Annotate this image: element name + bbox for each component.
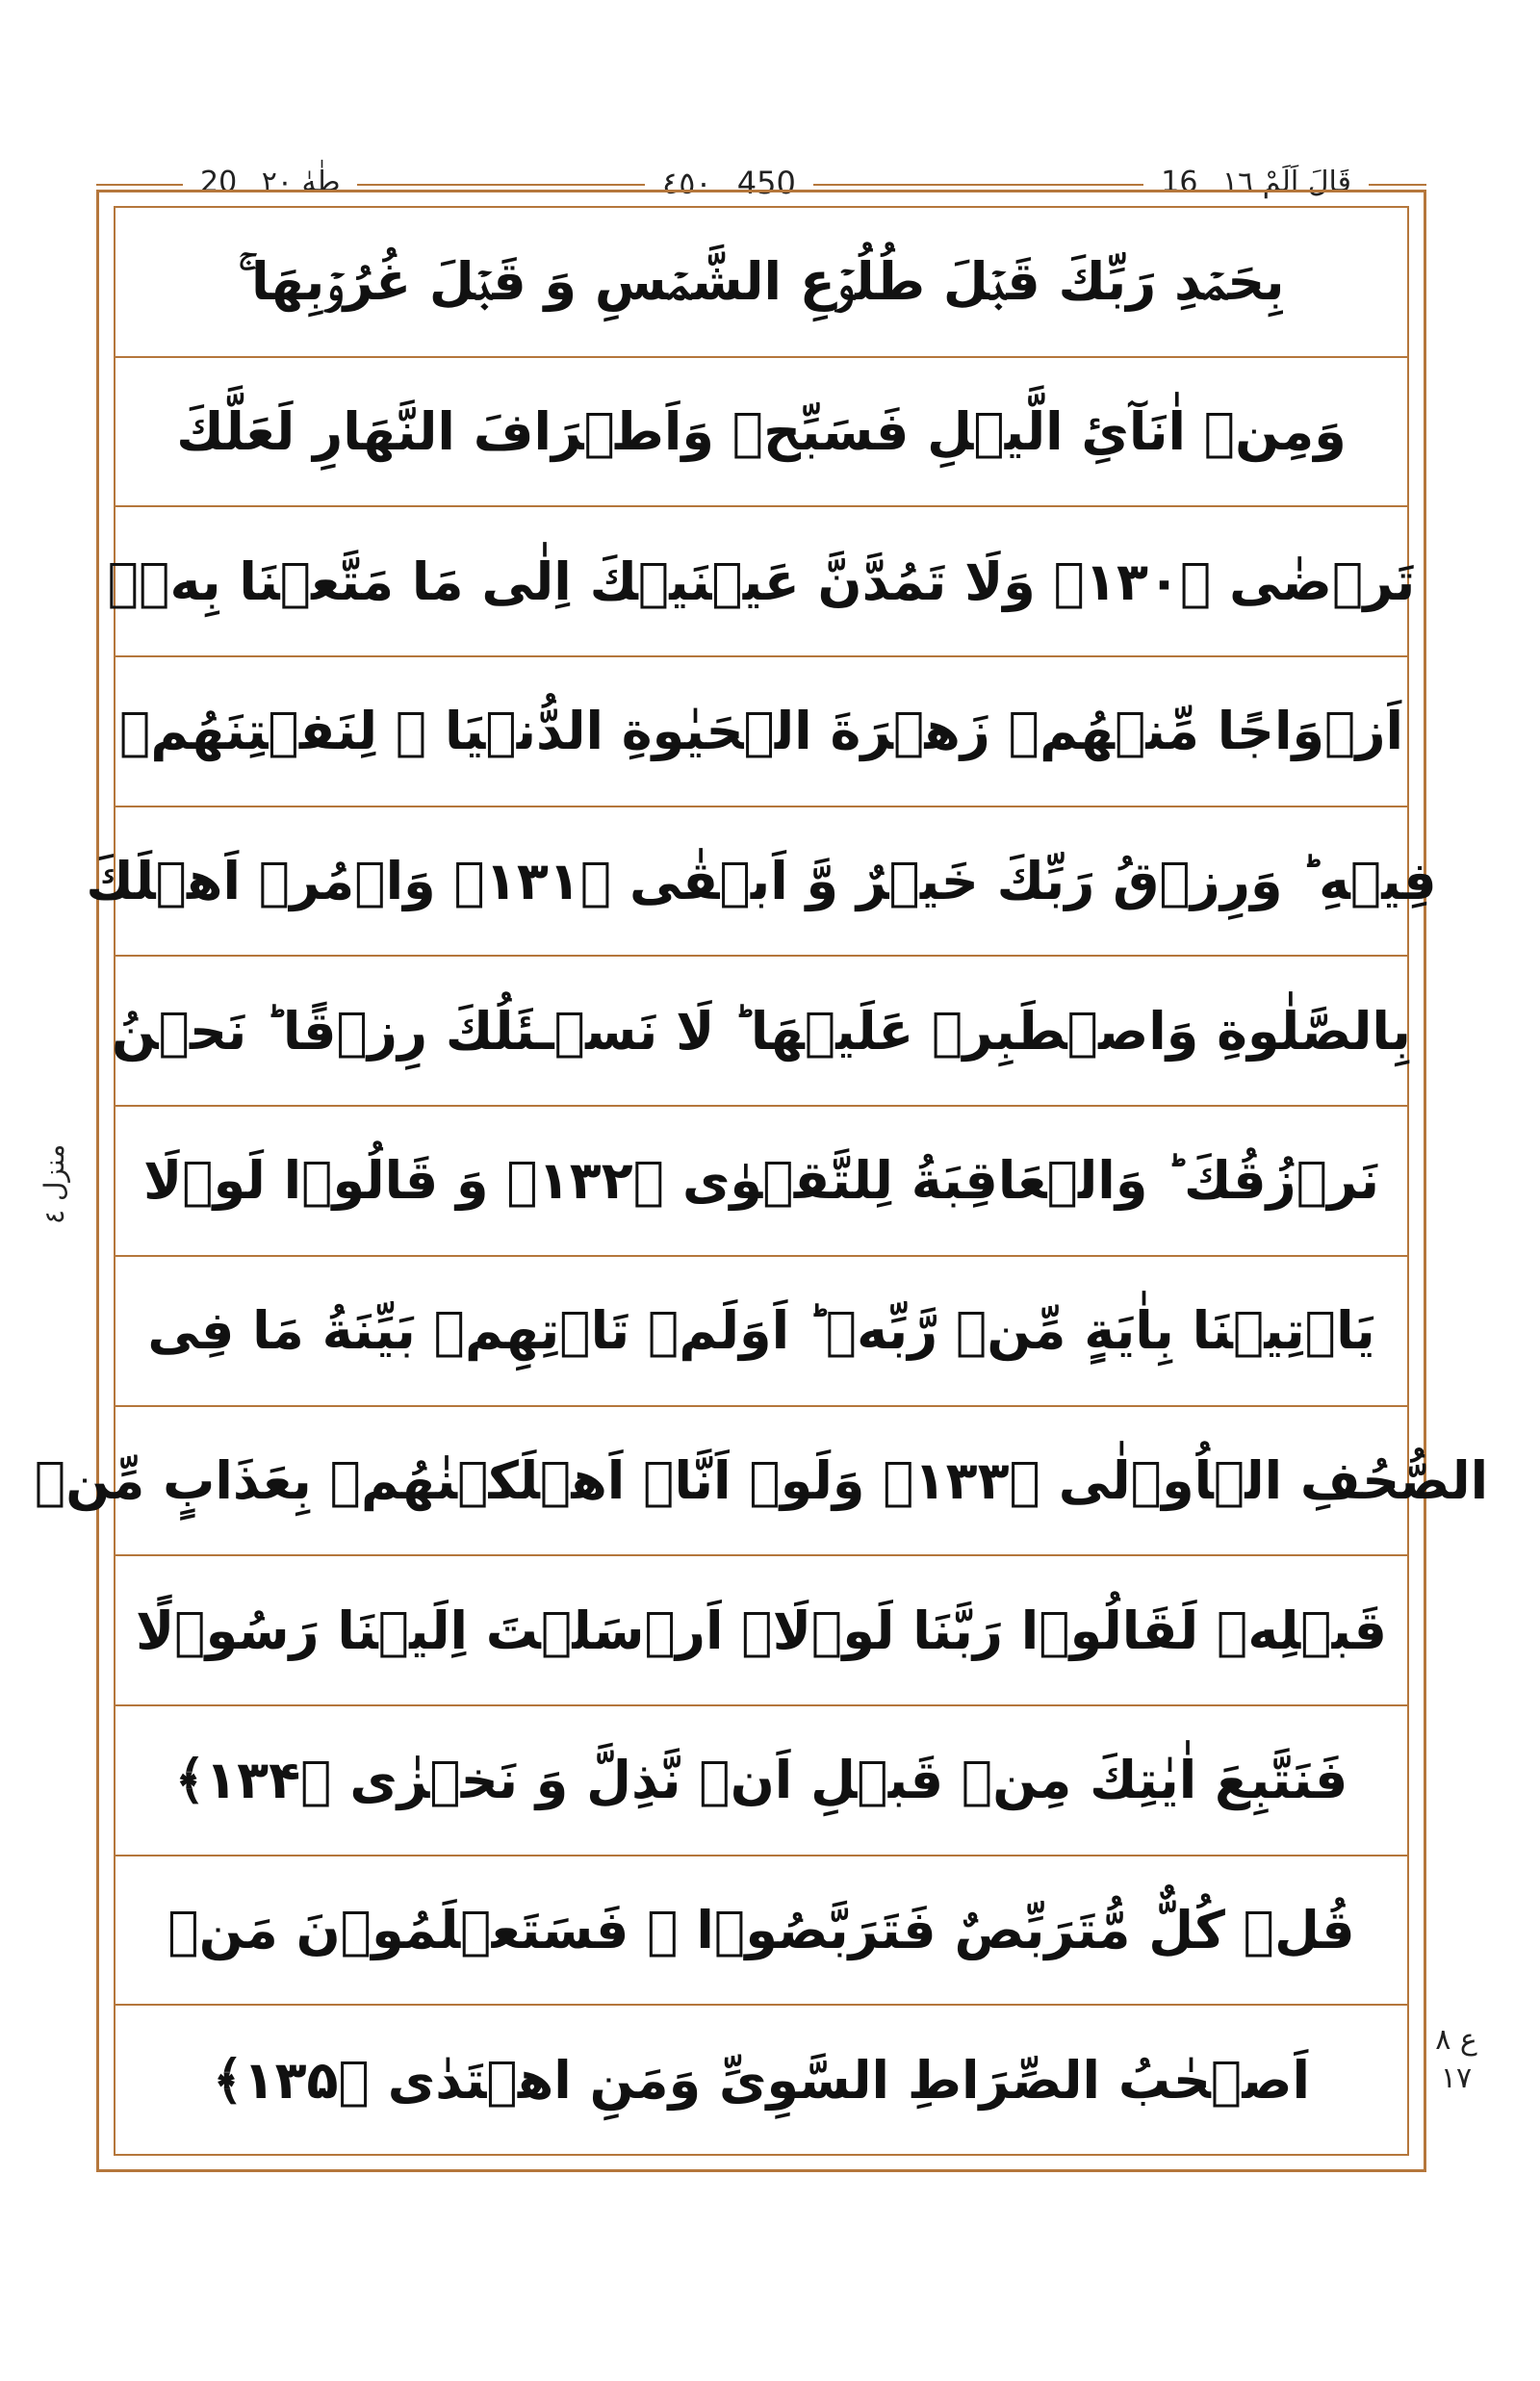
surah-number: 20 bbox=[200, 166, 238, 199]
verse-line: اَصۡحٰبُ الصِّرَاطِ السَّوِىِّ وَمَنِ اهۡتَدٰى ﴿۱۳۵﴾ bbox=[212, 2049, 1311, 2111]
verse-line: الصُّحُفِ الۡاُوۡلٰى ﴿۱۳۳﴾ وَلَوۡ اَنَّاۤ اَهۡلَكۡنٰهُمۡ بِعَذَابٍ مِّنۡ bbox=[116, 1407, 1407, 1557]
manzil-marker: منزل ٤ bbox=[38, 1143, 70, 1224]
verse-line: قُلۡ كُلٌّ مُّتَرَبِّصٌ فَتَرَبَّصُوۡا ۚ فَسَتَعۡلَمُوۡنَ مَنۡ bbox=[116, 1856, 1407, 2007]
page-number-urdu: ٤٥٠ bbox=[662, 165, 712, 201]
verse-line: اَزۡوَاجًا مِّنۡهُمۡ زَهۡرَةَ الۡحَيٰوةِ الدُّنۡيَا ۙ لِنَفۡتِنَهُمۡ bbox=[116, 657, 1407, 807]
verse-line: بِالصَّلٰوةِ وَاصۡطَبِرۡ عَلَيۡهَا ؕ لَا نَسۡـئَلُكَ رِزۡقًا ؕ نَحۡنُ bbox=[116, 957, 1407, 1107]
verse-line: نَرۡزُقُكَ ؕ وَالۡعَاقِبَةُ لِلتَّقۡوٰى ﴿۱۳۲﴾ وَ قَالُوۡا لَوۡلَا bbox=[116, 1107, 1407, 1257]
surah-name-urdu: طٰهٰ ٢٠ bbox=[261, 166, 341, 199]
verse-line: يَاۡتِيۡنَا بِاٰيَةٍ مِّنۡ رَّبِّهٖ ؕ اَوَلَمۡ تَاۡتِهِمۡ بَيِّنَةُ مَا فِى bbox=[116, 1257, 1407, 1407]
verse-line: وَمِنۡ اٰنَآئِ الَّيۡلِ فَسَبِّحۡ وَاَطۡرَافَ النَّهَارِ لَعَلَّكَ bbox=[116, 358, 1407, 508]
ruku-marker: ع ٨ ١٧ bbox=[1435, 2023, 1477, 2095]
verse-line: فِيۡهِ ؕ وَرِزۡقُ رَبِّكَ خَيۡرٌ وَّ اَبۡقٰى ﴿۱۳۱﴾ وَاۡمُرۡ اَهۡلَكَ bbox=[116, 807, 1407, 958]
verse-line: قَبۡلِهٖ لَقَالُوۡا رَبَّنَا لَوۡلَاۤ اَرۡسَلۡتَ اِلَيۡنَا رَسُوۡلًا bbox=[116, 1556, 1407, 1706]
verse-line: تَرۡضٰى ﴿۱۳۰﴾ وَلَا تَمُدَّنَّ عَيۡنَيۡكَ اِلٰى مَا مَتَّعۡنَا بِهٖۤ bbox=[116, 507, 1407, 657]
juz-number: 16 bbox=[1161, 166, 1198, 199]
page-number: 450 bbox=[736, 165, 796, 201]
juz-name-urdu: قَالَ اَلَمْ ١٦ bbox=[1221, 166, 1351, 199]
verse-line: فَنَتَّبِعَ اٰيٰتِكَ مِنۡ قَبۡلِ اَنۡ نَّذِلَّ وَ نَخۡزٰى ﴿۱۳۴﴾ bbox=[116, 1706, 1407, 1856]
verse-line: بِحَمۡدِ رَبِّكَ قَبۡلَ طُلُوۡعِ الشَّمۡسِ وَ قَبۡلَ غُرُوۡبِهَا ۚ bbox=[116, 208, 1407, 358]
